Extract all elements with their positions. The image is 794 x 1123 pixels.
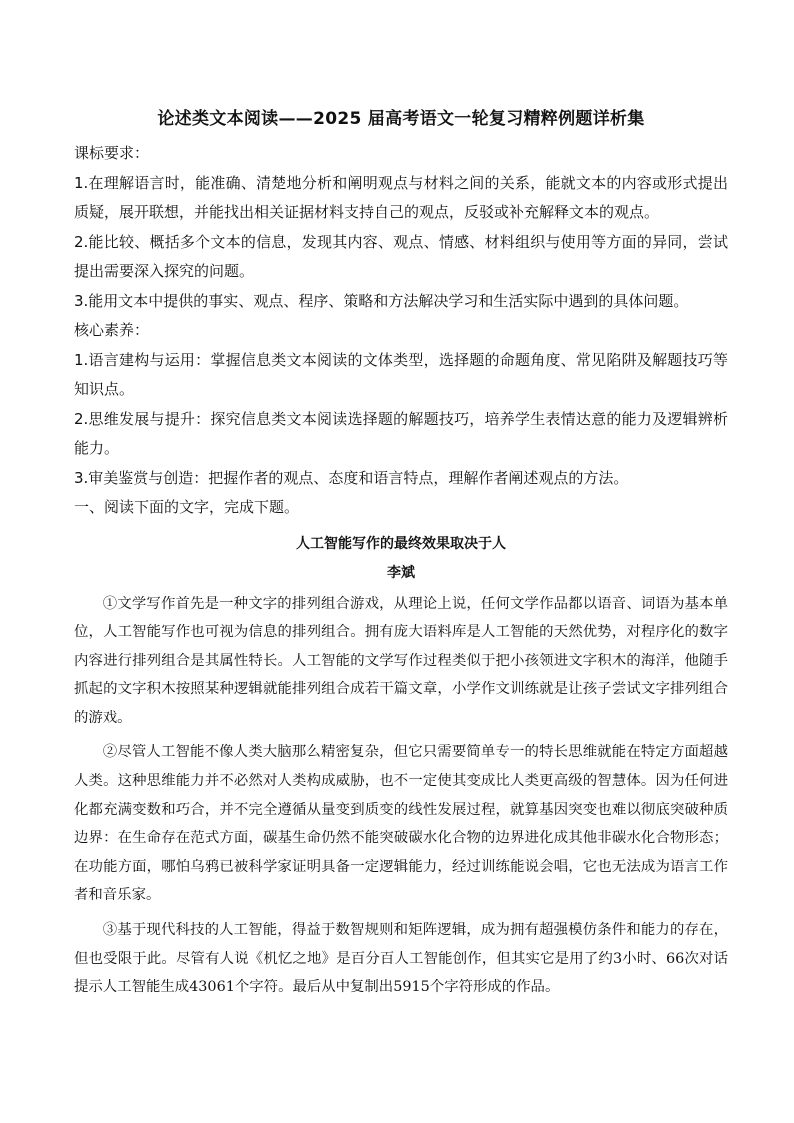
literacy-item-2: 2.思维发展与提升：探究信息类文本阅读选择题的解题技巧，培养学生表情达意的能力及逻辑辨析能力。 — [74, 409, 728, 457]
standards-item-2: 2.能比较、概括多个文本的信息，发现其内容、观点、情感、材料组织与使用等方面的异同，尝试提出需要深入探究的问题。 — [74, 232, 728, 280]
standards-item-1: 1.在理解语言时，能准确、清楚地分析和阐明观点与材料之间的关系，能就文本的内容或形式提出质疑，展开联想，并能找出相关证据材料支持自己的观点，反驳或补充解释文本的观点。 — [74, 173, 728, 221]
literacy-item-3: 3.审美鉴赏与创造：把握作者的观点、态度和语言特点，理解作者阐述观点的方法。 — [74, 468, 629, 487]
article-author: 李斌 — [387, 564, 415, 581]
document-title: 论述类文本阅读——2025 届高考语文一轮复习精粹例题详析集 — [157, 109, 645, 129]
article-title: 人工智能写作的最终效果取决于人 — [296, 535, 506, 552]
standards-heading: 课标要求： — [74, 144, 150, 162]
article-paragraph-2: ②尽管人工智能不像人类大脑那么精密复杂，但它只需要简单专一的特长思维就能在特定方面超越人类。这种思维能力并不必然对人类构成威胁，也不一定使其变成比人类更高级的智慧体。因为任何进化都充满变数和巧合，并不完全遵循从量变到质变的线性发展过程，就算基因突变也难以彻底突破种质边界：在生命存在范式方面，碳基生命仍然不能突破碳水化合物的边界进化成其他非碳水化合物形态；在功能方面，哪怕乌鸦已被科学家证明具备一定逻辑能力，经过训练能说会唱，它也无法成为语言工作者和音乐家。 — [74, 744, 728, 904]
article-paragraph-1: ①文学写作首先是一种文字的排列组合游戏，从理论上说，任何文学作品都以语音、词语为基本单位，人工智能写作也可视为信息的排列组合。拥有庞大语料库是人工智能的天然优势，对程序化的数字内容进行排列组合是其属性特长。人工智能的文学写作过程类似于把小孩领进文字积木的海洋，他随手抓起的文字积木按照某种逻辑就能排列组合成若干篇文章，小学作文训练就是让孩子尝试文字排列组合的游戏。 — [74, 595, 728, 726]
literacy-item-1: 1.语言建构与运用：掌握信息类文本阅读的文体类型，选择题的命题角度、常见陷阱及解题技巧等知识点。 — [74, 350, 728, 398]
reading-instruction: 一、阅读下面的文字，完成下题。 — [74, 498, 300, 516]
literacy-heading: 核心素养： — [74, 321, 150, 339]
standards-item-3: 3.能用文本中提供的事实、观点、程序、策略和方法解决学习和生活实际中遇到的具体问题。 — [74, 291, 689, 310]
article-paragraph-3: ③基于现代科技的人工智能，得益于数智规则和矩阵逻辑，成为拥有超强模仿条件和能力的存在，但也受限于此。尽管有人说《机忆之地》是百分百人工智能创作，但其实它是用了约3小时、66次对话提示人工智能生成43061个字符。最后从中复制出5915个字符形成的作品。 — [74, 922, 728, 996]
